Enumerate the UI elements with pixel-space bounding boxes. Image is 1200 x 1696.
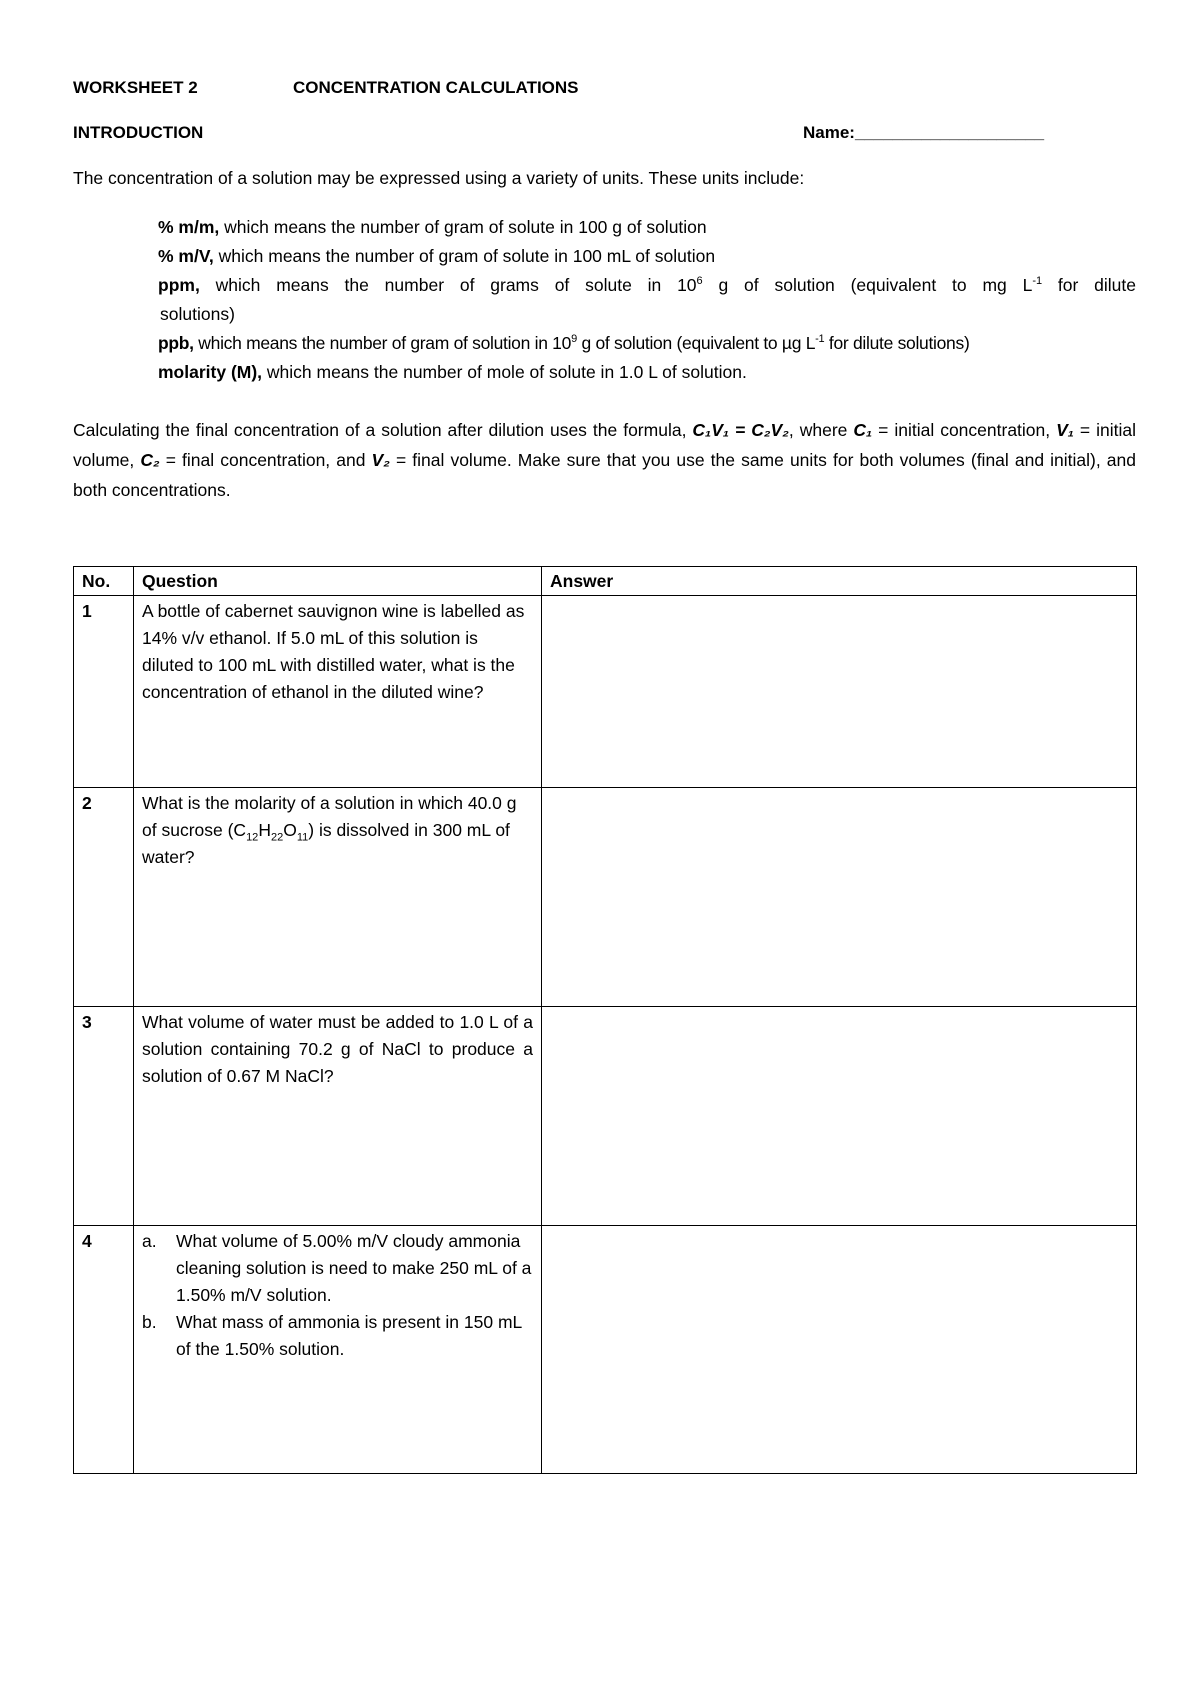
unit-desc: g of solution (equivalent to µg L — [576, 333, 816, 353]
question-part — [142, 1228, 533, 1309]
question-part — [142, 1309, 533, 1363]
question-text: A bottle of cabernet sauvignon wine is labelled as 14% v/v ethanol. If 5.0 mL of this solution is diluted to 100 mL with distilled water, what is the concentration of ethanol in the diluted wine? — [134, 596, 542, 788]
table-row — [74, 1007, 1137, 1226]
table-row — [74, 788, 1137, 1007]
question-text — [134, 788, 542, 1007]
unit-exponent: 6 — [696, 275, 703, 288]
unit-term: % m/V, — [158, 246, 214, 266]
worksheet-title: CONCENTRATION CALCULATIONS — [293, 78, 579, 97]
var-c1: C₁ — [853, 420, 873, 440]
var-v2: V₂ — [371, 450, 390, 470]
question-text: What volume of water must be added to 1.0 L of a solution containing 70.2 g of NaCl to produce a solution of 0.67 M NaCl? — [134, 1007, 542, 1226]
unit-term: molarity (M), — [158, 362, 263, 382]
answer-cell[interactable] — [542, 1007, 1137, 1226]
unit-desc: which means the number of gram of solute in 100 g of solution — [219, 217, 707, 237]
unit-exponent: -1 — [815, 333, 825, 346]
dilution-paragraph — [73, 415, 1136, 505]
table-row — [74, 596, 1137, 788]
unit-desc: which means the number of mole of solute in 1.0 L of solution. — [262, 362, 747, 382]
unit-exponent: -1 — [1032, 275, 1043, 288]
question-text — [134, 1226, 542, 1474]
q-text: H — [258, 820, 271, 840]
part-text: What volume of 5.00% m/V cloudy ammonia cleaning solution is need to make 250 mL of a 1.50% m/V solution. — [176, 1231, 532, 1305]
unit-item — [158, 358, 1136, 387]
unit-term: ppm, — [158, 275, 200, 295]
answer-cell[interactable] — [542, 788, 1137, 1007]
header-no: No. — [74, 567, 134, 596]
section-heading: INTRODUCTION — [73, 123, 204, 142]
worksheet-number: WORKSHEET 2 — [73, 78, 198, 97]
unit-desc-wrap: solutions) — [160, 304, 235, 324]
answer-cell[interactable] — [542, 1226, 1137, 1474]
q-text: O — [283, 820, 297, 840]
unit-item — [158, 271, 1136, 300]
q-text: What is the molarity of a solution in which 40.0 g of sucrose (C — [142, 793, 517, 840]
question-number: 2 — [74, 788, 134, 1007]
unit-desc: which means the number of gram of solution in 10 — [193, 333, 572, 353]
q-subscript: 22 — [270, 831, 284, 844]
unit-desc: which means the number of gram of solute in 100 mL of solution — [213, 246, 716, 266]
unit-desc: for dilute solutions) — [824, 333, 970, 353]
part-text: What mass of ammonia is present in 150 mL of the 1.50% solution. — [176, 1312, 522, 1359]
question-number: 4 — [74, 1226, 134, 1474]
table-row — [74, 1226, 1137, 1474]
part-label: a. — [142, 1231, 157, 1251]
unit-item — [158, 213, 1136, 242]
para-text: = initial concentration, — [872, 420, 1057, 440]
var-v1: V₁ — [1056, 420, 1074, 440]
question-number: 3 — [74, 1007, 134, 1226]
dilution-formula: C₁V₁ = C₂V₂ — [692, 420, 789, 440]
part-label: b. — [142, 1312, 157, 1332]
units-list — [158, 213, 1136, 387]
q-subscript: 11 — [296, 831, 309, 844]
questions-table — [73, 566, 1137, 1474]
unit-item — [158, 329, 1136, 358]
unit-desc: g of solution (equivalent to mg L — [702, 275, 1033, 295]
q-text: ) is dissolved in 300 mL of water? — [142, 820, 510, 867]
question-number: 1 — [74, 596, 134, 788]
para-text: Calculating the final concentration of a solution after dilution uses the formula, — [73, 420, 693, 440]
unit-term: % m/m, — [158, 217, 220, 237]
header-answer: Answer — [542, 567, 1137, 596]
para-text: = final volume. Make sure that you use the same units for both volumes (final and initial), and both concentrations. — [73, 450, 1137, 500]
unit-desc: which means the number of grams of solute in 10 — [199, 275, 697, 295]
unit-exponent: 9 — [571, 333, 577, 346]
unit-term: ppb, — [158, 333, 194, 353]
table-header-row — [74, 567, 1137, 596]
unit-item-cont — [158, 300, 1136, 329]
name-field[interactable]: Name:____________________ — [803, 123, 1045, 142]
unit-desc-cont: for dilute — [1042, 275, 1136, 295]
var-c2: C₂ — [140, 450, 160, 470]
unit-item — [158, 242, 1136, 271]
answer-cell[interactable] — [542, 596, 1137, 788]
para-text: = final concentration, and — [159, 450, 372, 470]
para-text: , where — [788, 420, 854, 440]
para-text: = initial volume, — [73, 420, 1137, 470]
intro-text: The concentration of a solution may be expressed using a variety of units. These units include: — [73, 168, 805, 188]
header-question: Question — [134, 567, 542, 596]
q-subscript: 12 — [246, 831, 259, 844]
